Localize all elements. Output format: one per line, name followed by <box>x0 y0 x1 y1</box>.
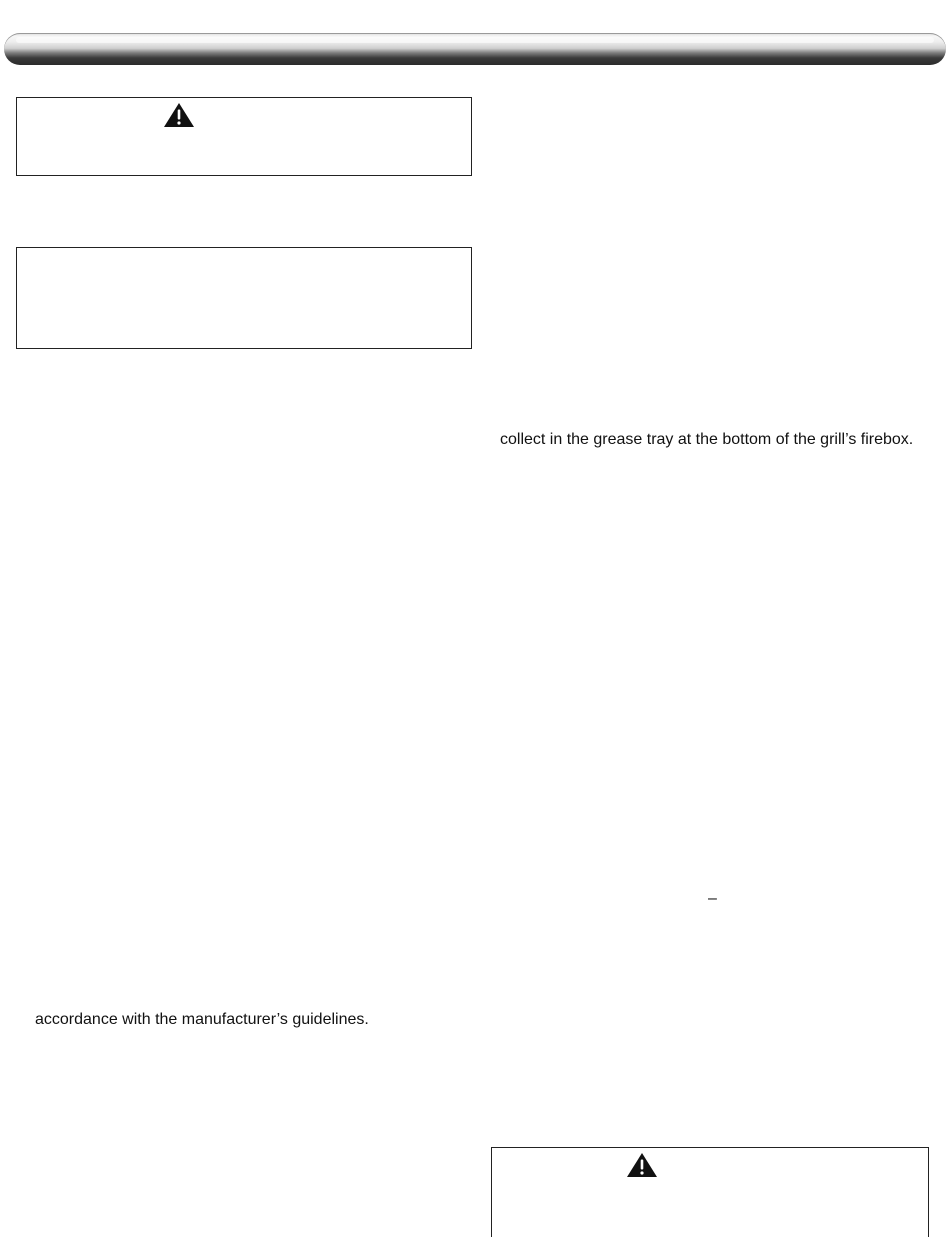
notice-box <box>16 247 472 349</box>
page-header-bar <box>4 33 946 65</box>
dash-mark: – <box>708 890 717 907</box>
warning-box-top <box>16 97 472 176</box>
warning-triangle-icon <box>626 1152 658 1178</box>
body-text-left: accordance with the manufacturer’s guidelines. <box>35 1011 369 1028</box>
body-text-right: collect in the grease tray at the bottom of the grill’s firebox. <box>500 431 914 448</box>
warning-box-bottom <box>491 1147 929 1237</box>
warning-triangle-icon <box>163 102 195 128</box>
